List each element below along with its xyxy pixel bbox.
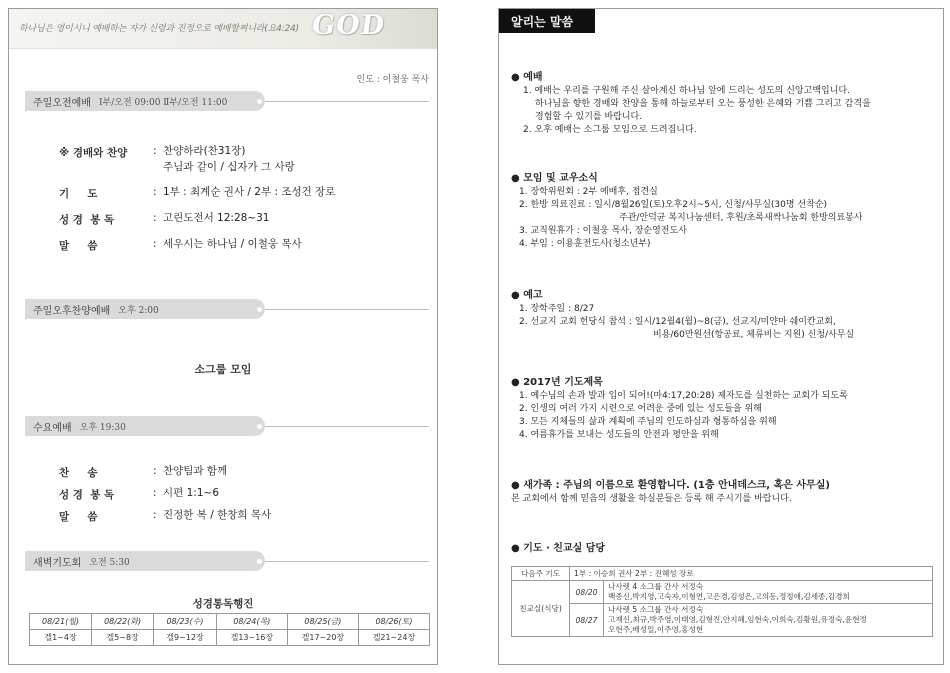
bible-reading-title: 성경통독행진 [192, 598, 254, 610]
order-sep: : [153, 145, 157, 157]
bullet-dot [257, 559, 262, 564]
bible-reading-table [29, 613, 430, 646]
morning-order [59, 145, 335, 264]
duty-category: 친교실(식당) [512, 581, 570, 637]
duty-members: 오현주,배성일,이주영,홍성현 [608, 625, 704, 634]
section-time: 오전 5:30 [89, 557, 130, 568]
header-verse: 하나님은 영이시니 예배하는 자가 신령과 진정으로 예배할찌니라(요4:24) [19, 24, 299, 34]
announce-item: 1. 장학주일 : 8/27 [519, 304, 595, 314]
order-sep: : [153, 509, 157, 521]
duty-names [604, 581, 933, 604]
order-row [59, 145, 335, 175]
announce-item: 2. 오후 예배는 소그룹 모임으로 드려집니다. [523, 125, 697, 135]
reading-chapter: 겔9~12장 [154, 630, 217, 646]
announce-worship [511, 71, 933, 137]
announcements-tab: 알리는 말씀 [499, 9, 595, 33]
section-afternoon-service [25, 298, 429, 320]
section-title: 주일오전예배 [33, 97, 91, 109]
announce-item: 4. 부임 : 이용훈전도사(청소년부) [519, 239, 651, 249]
bullet-dot [257, 99, 262, 104]
order-sep: : [153, 487, 157, 499]
afternoon-note: 소그룹 모임 [194, 363, 252, 376]
reading-date: 08/21(월) [30, 614, 92, 630]
order-value [163, 184, 335, 201]
announce-item: 3. 교직원휴가 : 이철웅 목사, 장순영전도사 [519, 226, 687, 236]
announce-heading: ● 예고 [511, 289, 933, 302]
reading-dates-row [30, 614, 430, 630]
order-sep: : [153, 186, 157, 198]
duty-row [512, 581, 933, 604]
order-line: 진정한 복 / 한창희 목사 [163, 509, 272, 521]
duty-date: 08/20 [570, 581, 604, 604]
divider [265, 309, 429, 310]
announce-meetings [511, 172, 933, 251]
duty-members: 고재신,최규,박주영,이태영,김형진,안지혜,임현숙,이희숙,김황원,유정숙,윤현정 [608, 615, 867, 624]
reading-date: 08/24(목) [216, 614, 287, 630]
reading-date: 08/23(수) [154, 614, 217, 630]
section-dawn-prayer [25, 550, 429, 572]
announce-item: 비용/60만원선(항공료, 체류비는 지원) 신청/사무실 [653, 330, 855, 340]
order-row [59, 238, 335, 253]
order-line: 주님과 같이 / 십자가 그 사랑 [163, 161, 295, 173]
announce-item: 1. 장학위원회 : 2부 예배후, 접견실 [519, 187, 658, 197]
order-label: 성 경 봉 독 [59, 489, 115, 501]
duty-members: 백종신,박지영,고숙자,이형연,고은경,김성은,고의동,정정애,김세종,김경희 [608, 592, 850, 601]
section-pill [25, 299, 265, 319]
order-row [59, 212, 335, 227]
duty-names [604, 604, 933, 637]
order-value [163, 507, 271, 524]
duty-table [511, 566, 933, 637]
announce-heading: ● 예배 [511, 71, 933, 84]
duty-group: 나사렛 4 소그룹 간사 서정숙 [608, 582, 704, 591]
bullet-dot [257, 307, 262, 312]
duty-row [512, 604, 933, 637]
announce-item: 본 교회에서 함께 믿음의 생활을 하실분들은 등록 해 주시기를 바랍니다. [511, 494, 792, 504]
order-label: 성 경 봉 독 [59, 214, 115, 226]
divider [265, 101, 429, 102]
section-pill [25, 91, 265, 111]
order-label: 찬 송 [59, 467, 98, 479]
reading-chapter: 겔17~20장 [287, 630, 358, 646]
announce-item: 주관/안덕균 복지나눔센터, 후원/초록새싹나눔회 한방의료봉사 [619, 213, 863, 223]
announce-item: 3. 모든 지체들의 삶과 계획에 주님의 인도하심과 형통하심을 위해 [519, 417, 777, 427]
announce-item: 4. 여름휴가를 보내는 성도들의 안전과 평안을 위해 [519, 430, 719, 440]
announce-heading: ● 새가족 : 주님의 이름으로 환영합니다. (1층 안내데스크, 혹은 사무실) [511, 479, 933, 492]
announce-heading: ● 기도 · 친교실 담당 [511, 542, 933, 555]
order-line: 고린도전서 12:28~31 [163, 212, 270, 224]
order-line: 1부 : 최계순 권사 / 2부 : 조성건 장로 [163, 186, 336, 198]
section-time: Ⅰ부/오전 09:00 Ⅱ부/오전 11:00 [98, 97, 228, 108]
section-time: 오후 19:30 [79, 422, 126, 433]
order-line: 세우시는 하나님 / 이철웅 목사 [163, 238, 302, 250]
announce-item: 경험할 수 있기를 바랍니다. [535, 112, 643, 122]
divider [265, 561, 429, 562]
duty-value: 1부 : 이승희 권사 2부 : 진혜성 장로 [570, 567, 933, 581]
duty-group: 나사렛 5 소그룹 간사 서정숙 [608, 605, 704, 614]
order-row [59, 186, 335, 201]
section-pill [25, 416, 265, 436]
duty-date: 08/27 [570, 604, 604, 637]
section-title: 주일오후찬양예배 [33, 305, 111, 317]
section-morning-service [25, 90, 429, 112]
section-time: 오후 2:00 [118, 305, 159, 316]
section-wednesday-service [25, 415, 429, 437]
worship-leader: 인도 : 이철웅 목사 [356, 75, 429, 85]
order-line: 찬양하라(찬31장) [163, 145, 246, 157]
order-line: 찬양팀과 함께 [163, 465, 228, 477]
order-value [163, 143, 295, 175]
order-row [59, 509, 271, 524]
divider [265, 426, 429, 427]
announcements-page [498, 8, 944, 665]
announce-item: 1. 예배는 우리를 구원해 주신 살아계신 하나님 앞에 드리는 성도의 신앙고백입니다. [523, 86, 850, 96]
order-label: 말 씀 [59, 511, 98, 523]
announce-heading: ● 모임 및 교우소식 [511, 172, 933, 185]
announce-duty [511, 542, 933, 556]
duty-row-next [512, 567, 933, 581]
announce-item: 2. 인생의 여러 가지 시련으로 어려운 중에 있는 성도들을 위해 [519, 404, 762, 414]
bullet-dot [257, 424, 262, 429]
announce-item: 하나님을 향한 경배와 찬양을 통해 하늘로부터 오는 풍성한 은혜와 기쁨 그리고 감격을 [535, 99, 871, 109]
order-label: 기 도 [59, 188, 98, 200]
order-row [59, 487, 271, 502]
worship-order-page [8, 8, 438, 665]
announce-newcomers [511, 479, 933, 506]
section-title: 수요예배 [33, 422, 72, 434]
announce-prayer-topics [511, 376, 933, 442]
order-value [163, 210, 269, 227]
god-logo: GOD [309, 10, 388, 41]
announce-heading: ● 2017년 기도제목 [511, 376, 933, 389]
announce-item: 2. 선교지 교회 헌당식 참석 : 일시/12월4(월)~8(금), 선교지/미얀마 쉐이칸교회, [519, 317, 836, 327]
order-label: ※ 경배와 찬양 [59, 147, 128, 159]
announce-upcoming [511, 289, 933, 342]
order-line: 시편 1:1~6 [163, 487, 220, 499]
order-sep: : [153, 212, 157, 224]
announce-item: 1. 예수님의 손과 발과 입이 되어!(마4:17,20:28) 제자도를 실천하는 교회가 되도록 [519, 391, 848, 401]
reading-date: 08/25(금) [287, 614, 358, 630]
order-value [163, 485, 219, 502]
duty-label: 다음주 기도 [512, 567, 570, 581]
reading-chapters-row [30, 630, 430, 646]
order-sep: : [153, 238, 157, 250]
section-pill [25, 551, 265, 571]
reading-chapter: 겔5~8장 [92, 630, 154, 646]
order-row [59, 465, 271, 480]
order-label: 말 씀 [59, 240, 98, 252]
order-sep: : [153, 465, 157, 477]
wednesday-order [59, 465, 271, 535]
announce-item: 2. 한방 의료진료 : 일시/8월26일(토)오후2시~5시, 신청/사무실(30명 선착순) [519, 200, 828, 210]
reading-chapter: 겔13~16장 [216, 630, 287, 646]
order-value [163, 463, 227, 480]
order-value [163, 236, 302, 253]
reading-chapter: 겔21~24장 [358, 630, 429, 646]
section-title: 새벽기도회 [33, 557, 82, 569]
reading-date: 08/26(토) [358, 614, 429, 630]
header-band [9, 9, 437, 49]
reading-date: 08/22(화) [92, 614, 154, 630]
reading-chapter: 겔1~4장 [30, 630, 92, 646]
